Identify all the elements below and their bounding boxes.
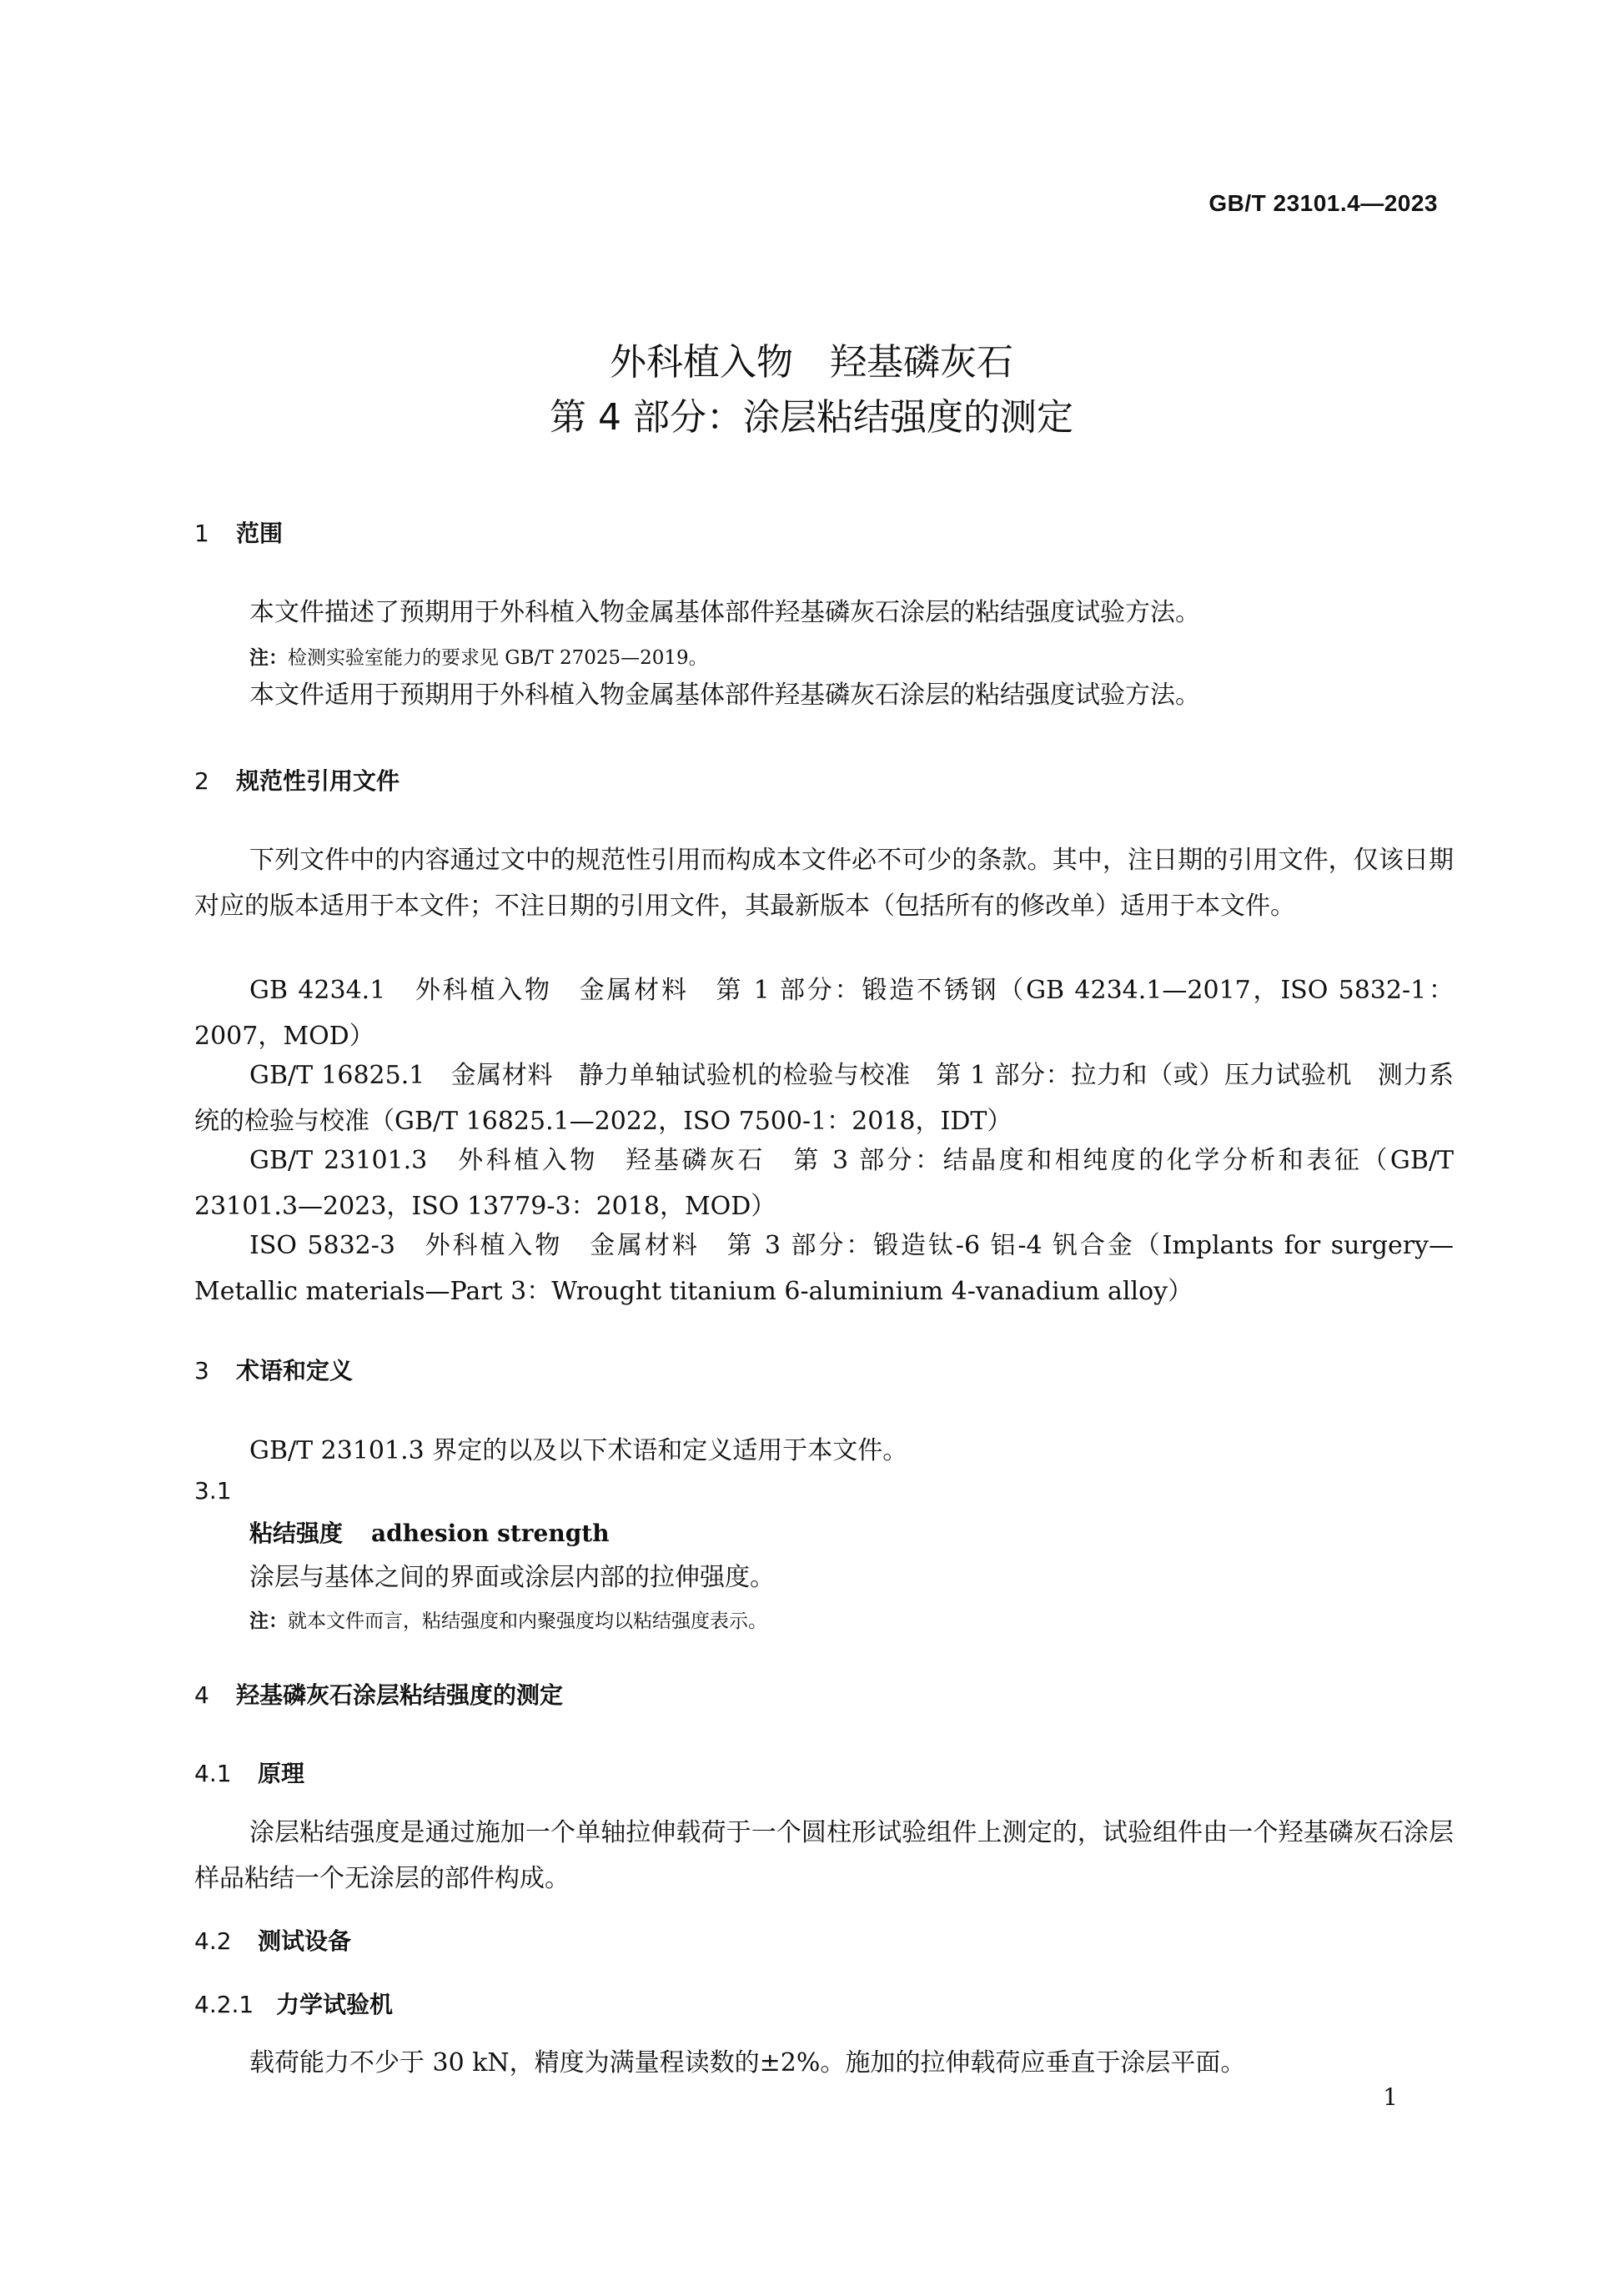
section-2-heading xyxy=(194,763,399,796)
term-number: 3.1 xyxy=(194,1477,232,1505)
section-title: 羟基磷灰石涂层粘结强度的测定 xyxy=(236,1681,564,1709)
term-english: adhesion strength xyxy=(371,1520,610,1547)
section-3-note xyxy=(249,1605,767,1633)
section-4-heading xyxy=(194,1677,563,1711)
subsection-4-1-text: 涂层粘结强度是通过施加一个单轴拉伸载荷于一个圆柱形试验组件上测定的，试验组件由一个羟基磷灰石涂层样品粘结一个无涂层的部件构成。 xyxy=(194,1818,1454,1893)
subsection-number: 4.2 xyxy=(194,1927,232,1955)
note-text: 就本文件而言，粘结强度和内聚强度均以粘结强度表示。 xyxy=(288,1610,767,1632)
section-1-paragraph-1: 本文件描述了预期用于外科植入物金属基体部件羟基磷灰石涂层的粘结强度试验方法。 xyxy=(249,598,1200,627)
section-title: 术语和定义 xyxy=(236,1357,354,1384)
reference-item: GB/T 23101.3 外科植入物 羟基磷灰石 第 3 部分：结晶度和相纯度的化学分析和表征（GB/T 23101.3—2023，ISO 13779-3：2018，MOD） xyxy=(194,1146,1454,1221)
section-1-note xyxy=(249,642,708,670)
reference-item: GB 4234.1 外科植入物 金属材料 第 1 部分：锻造不锈钢（GB 4234.1—2017，ISO 5832-1：2007，MOD） xyxy=(194,976,1454,1051)
note-label: 注： xyxy=(249,647,288,669)
section-3-heading xyxy=(194,1353,353,1386)
term-entry xyxy=(249,1515,610,1549)
note-text: 检测实验室能力的要求见 GB/T 27025—2019。 xyxy=(288,647,708,669)
subsection-number: 4.1 xyxy=(194,1760,232,1787)
subsection-4-2-heading xyxy=(194,1923,351,1957)
subsection-title: 测试设备 xyxy=(258,1927,352,1955)
subsection-4-1-heading xyxy=(194,1756,304,1789)
section-number: 4 xyxy=(194,1681,209,1709)
section-2-intro: 下列文件中的内容通过文中的规范性引用而构成本文件必不可少的条款。其中，注日期的引用文件，仅该日期对应的版本适用于本文件；不注日期的引用文件，其最新版本（包括所有的修改单）适用于本文件。 xyxy=(194,846,1454,921)
note-label: 注： xyxy=(249,1610,288,1632)
section-1-paragraph-2: 本文件适用于预期用于外科植入物金属基体部件羟基磷灰石涂层的粘结强度试验方法。 xyxy=(249,681,1200,710)
term-chinese: 粘结强度 xyxy=(249,1520,344,1547)
subsection-title: 力学试验机 xyxy=(276,1991,394,2018)
section-3-intro: GB/T 23101.3 界定的以及以下术语和定义适用于本文件。 xyxy=(249,1436,908,1465)
section-number: 2 xyxy=(194,767,209,795)
document-title-line1: 外科植入物 羟基磷灰石 xyxy=(610,341,1013,384)
section-1-heading xyxy=(194,515,283,549)
subsection-4-2-1-heading xyxy=(194,1987,393,2020)
section-number: 1 xyxy=(194,520,209,547)
document-title-line2: 第 4 部分：涂层粘结强度的测定 xyxy=(550,396,1073,439)
section-title: 规范性引用文件 xyxy=(236,767,400,795)
term-definition: 涂层与基体之间的界面或涂层内部的拉伸强度。 xyxy=(249,1563,775,1592)
reference-item: ISO 5832-3 外科植入物 金属材料 第 3 部分：锻造钛-6 铝-4 钒合金（Implants for surgery—Metallic materials—Part 3：Wrought titanium 6-aluminium 4-vanadium alloy） xyxy=(194,1231,1454,1306)
reference-item: GB/T 16825.1 金属材料 静力单轴试验机的检验与校准 第 1 部分：拉力和（或）压力试验机 测力系统的检验与校准（GB/T 16825.1—2022，ISO 7500-1：2018，IDT） xyxy=(194,1061,1454,1136)
section-title: 范围 xyxy=(236,520,284,547)
page-number: 1 xyxy=(1383,2083,1398,2111)
subsection-4-2-1-text: 载荷能力不少于 30 kN，精度为满量程读数的±2%。施加的拉伸载荷应垂直于涂层平面。 xyxy=(249,2048,1246,2077)
subsection-title: 原理 xyxy=(258,1760,305,1787)
standard-code: GB/T 23101.4—2023 xyxy=(1208,190,1438,216)
subsection-number: 4.2.1 xyxy=(194,1991,254,2018)
section-number: 3 xyxy=(194,1357,209,1384)
